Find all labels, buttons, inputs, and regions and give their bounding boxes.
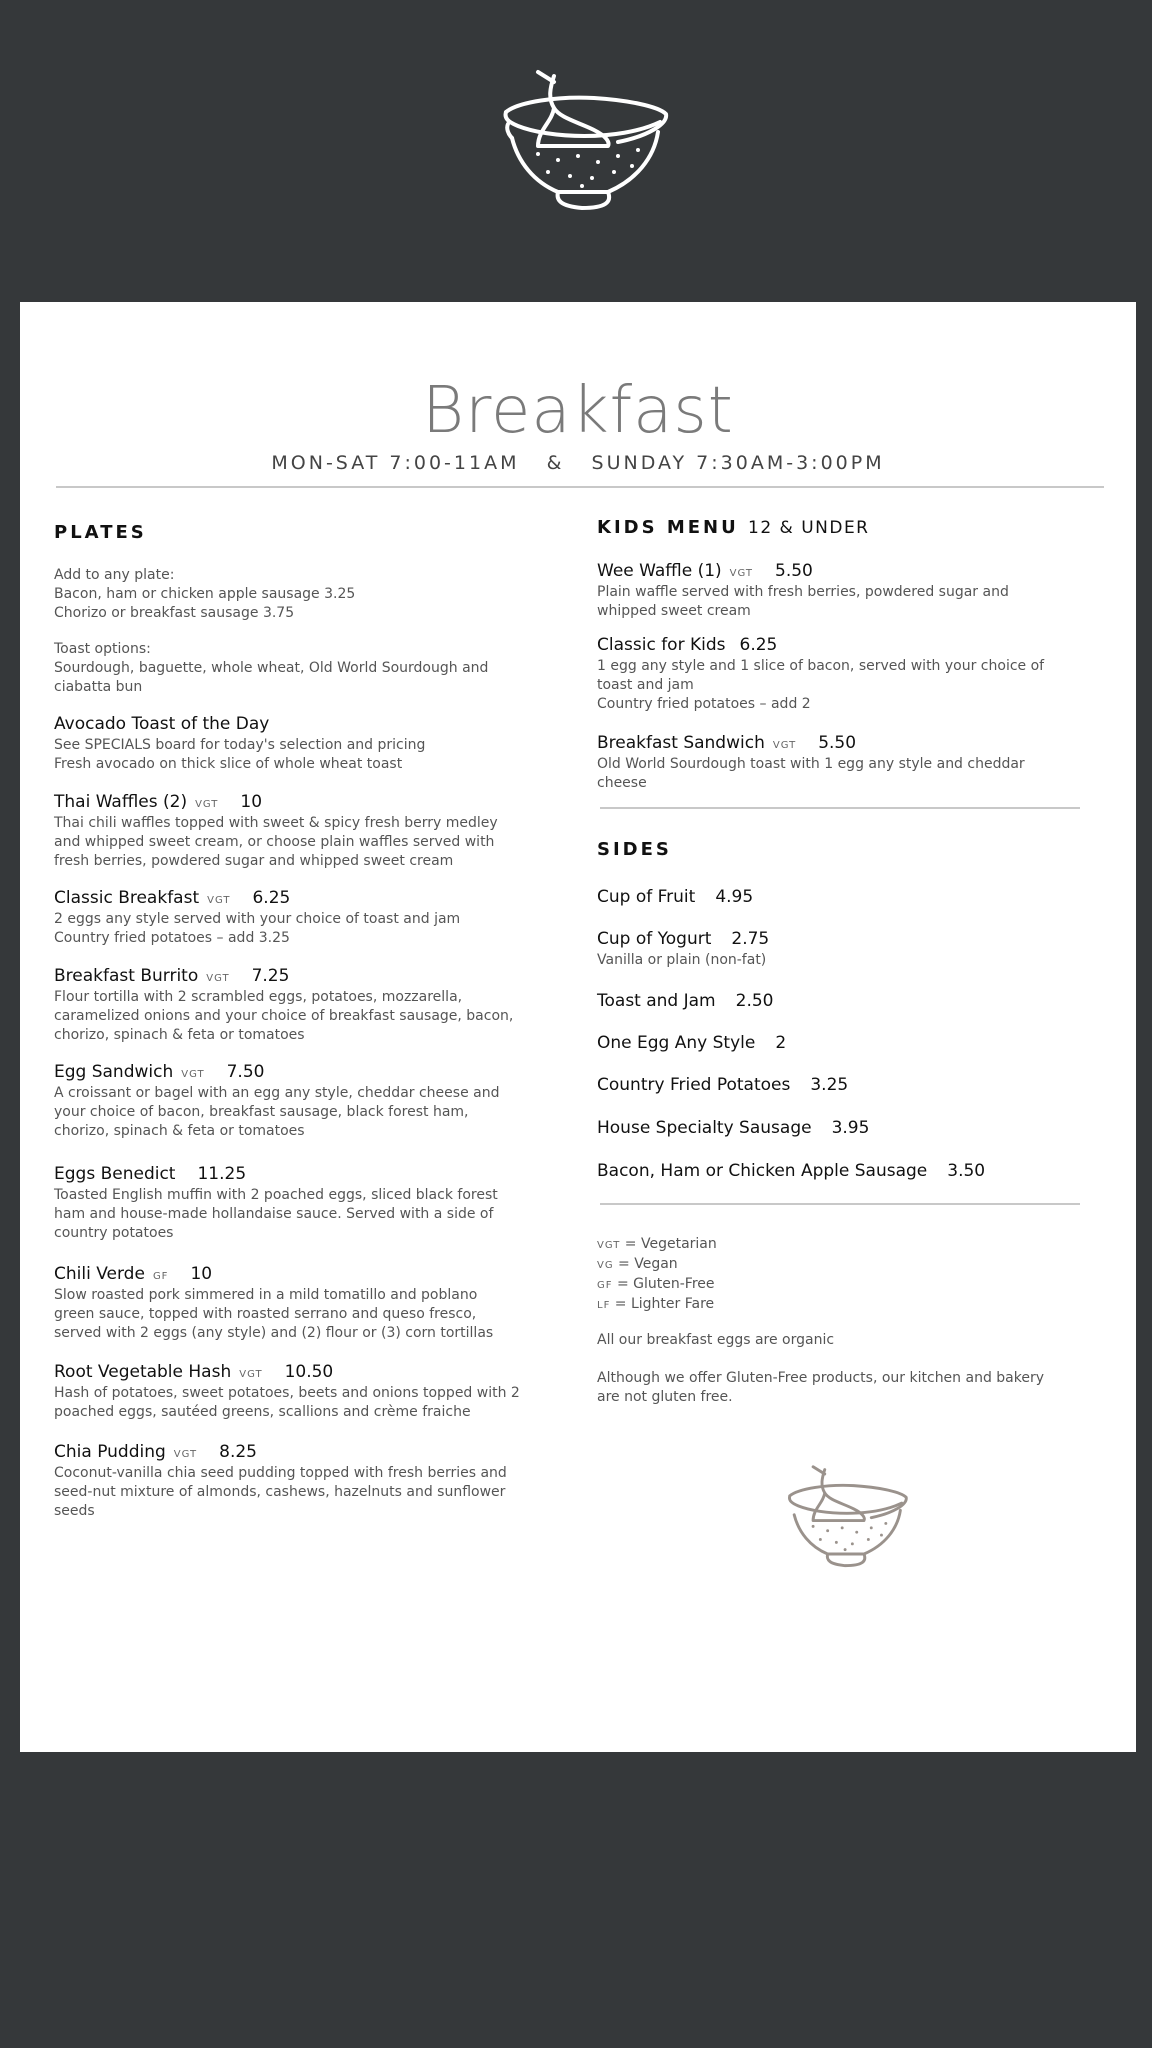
item-desc-line: country potatoes [54, 1225, 174, 1241]
item-price: 6.25 [739, 635, 778, 655]
item-tag: VGT [729, 568, 753, 579]
menu-item-root-vegetable-hash [54, 1362, 520, 1422]
item-name: Breakfast Burrito [54, 966, 199, 986]
item-desc-line: served with 2 eggs (any style) and (2) flour or (3) corn tortillas [54, 1325, 494, 1341]
legend-tag: GF [597, 1280, 613, 1291]
item-desc-line: Flour tortilla with 2 scrambled eggs, potatoes, mozzarella, [54, 989, 463, 1005]
side-name: One Egg Any Style [597, 1033, 756, 1053]
pear-bowl-footer-icon [784, 1458, 912, 1570]
title-divider [56, 486, 1104, 488]
page-title: Breakfast [422, 374, 734, 448]
toast-line: Sourdough, baguette, whole wheat, Old World Sourdough and [54, 660, 489, 676]
side-price: 3.25 [810, 1075, 849, 1095]
addons-line: Chorizo or breakfast sausage 3.75 [54, 605, 295, 621]
kids-item-wee-waffle [597, 561, 1009, 621]
organic-note: All our breakfast eggs are organic [597, 1332, 835, 1348]
item-desc-line: poached eggs, sautéed greens, scallions and crème fraiche [54, 1404, 471, 1420]
side-item [597, 1118, 869, 1138]
item-desc-line: fresh berries, powdered sugar and whipped sweet cream [54, 853, 454, 869]
item-desc-line: cheese [597, 775, 647, 791]
side-item [597, 1075, 848, 1095]
side-item [597, 929, 769, 970]
gluten-note-line: are not gluten free. [597, 1389, 733, 1405]
menu-item-avocado-toast [54, 714, 425, 774]
menu-item-eggs-benedict [54, 1164, 498, 1243]
item-price: 10 [240, 792, 263, 812]
kids-menu-title: KIDS MENU [597, 517, 739, 538]
item-desc-line: Country fried potatoes – add 3.25 [54, 930, 290, 946]
legend-row [597, 1275, 717, 1295]
item-desc-line: Slow roasted pork simmered in a mild tomatillo and poblano [54, 1287, 478, 1303]
kids-menu-age: 12 & UNDER [748, 518, 870, 538]
item-price: 7.25 [251, 966, 290, 986]
menu-item-classic-breakfast [54, 888, 460, 948]
item-desc-line: ham and house-made hollandaise sauce. Served with a side of [54, 1206, 494, 1222]
side-price: 3.50 [947, 1161, 986, 1181]
side-price: 2 [775, 1033, 787, 1053]
toast-line: Toast options: [54, 641, 151, 657]
item-name: Chia Pudding [54, 1442, 166, 1462]
item-desc-line: See SPECIALS board for today's selection and pricing [54, 737, 426, 753]
menu-item-chili-verde [54, 1264, 493, 1343]
item-tag: VGT [772, 740, 797, 751]
item-name: Classic for Kids [597, 635, 726, 655]
side-price: 4.95 [715, 887, 754, 907]
toast-options-block [54, 640, 574, 697]
item-desc-line: Country fried potatoes – add 2 [597, 696, 811, 712]
item-desc-line: A croissant or bagel with an egg any style, cheddar cheese and [54, 1085, 500, 1101]
sides-divider [600, 1203, 1080, 1205]
item-desc-line: 1 egg any style and 1 slice of bacon, served with your choice of [597, 658, 1045, 674]
legend-row [597, 1295, 717, 1315]
side-desc: Vanilla or plain (non-fat) [597, 952, 767, 968]
gluten-note-line: Although we offer Gluten-Free products, our kitchen and bakery [597, 1370, 1045, 1386]
side-name: Cup of Yogurt [597, 929, 712, 949]
side-name: House Specialty Sausage [597, 1118, 812, 1138]
item-tag: VGT [173, 1449, 198, 1460]
item-desc-line: 2 eggs any style served with your choice of toast and jam [54, 911, 461, 927]
item-name: Breakfast Sandwich [597, 733, 765, 753]
item-name: Thai Waffles (2) [54, 792, 188, 812]
plates-heading: PLATES [54, 522, 147, 543]
item-desc-line: Coconut-vanilla chia seed pudding topped with fresh berries and [54, 1465, 507, 1481]
legend-label: = Lighter Fare [614, 1296, 715, 1312]
toast-line: ciabatta bun [54, 679, 143, 695]
addons-line: Bacon, ham or chicken apple sausage 3.25 [54, 586, 356, 602]
pear-bowl-logo-icon [498, 62, 674, 212]
legend-label: = Gluten-Free [616, 1276, 715, 1292]
item-desc-line: whipped sweet cream [597, 603, 751, 619]
legend-row [597, 1235, 717, 1255]
item-desc-line: Hash of potatoes, sweet potatoes, beets and onions topped with 2 [54, 1385, 520, 1401]
item-desc-line: caramelized onions and your choice of breakfast sausage, bacon, [54, 1008, 514, 1024]
kids-item-classic-for-kids [597, 635, 1044, 714]
item-desc-line: and whipped sweet cream, or choose plain waffles served with [54, 834, 495, 850]
menu-item-thai-waffles [54, 792, 498, 871]
menu-item-breakfast-burrito [54, 966, 513, 1045]
side-item [597, 1033, 786, 1053]
item-desc-line: toast and jam [597, 677, 694, 693]
item-desc-line: chorizo, spinach & feta or tomatoes [54, 1027, 305, 1043]
addons-block [54, 566, 355, 623]
item-name: Eggs Benedict [54, 1164, 176, 1184]
item-tag: VGT [239, 1369, 263, 1380]
side-name: Country Fried Potatoes [597, 1075, 791, 1095]
item-desc-line: seeds [54, 1503, 95, 1519]
kids-divider [600, 807, 1080, 809]
item-price: 8.25 [219, 1442, 257, 1462]
legend-label: = Vegetarian [624, 1236, 717, 1252]
item-tag: VGT [181, 1069, 205, 1080]
legend-tag: VG [597, 1260, 614, 1271]
item-desc-line: Old World Sourdough toast with 1 egg any style and cheddar [597, 756, 1025, 772]
item-name: Chili Verde [54, 1264, 145, 1284]
item-desc-line: chorizo, spinach & feta or tomatoes [54, 1123, 305, 1139]
side-price: 2.50 [735, 991, 774, 1011]
side-name: Bacon, Ham or Chicken Apple Sausage [597, 1161, 928, 1181]
legend-tag: LF [597, 1300, 611, 1311]
gluten-note [597, 1369, 1107, 1407]
side-price: 2.75 [731, 929, 770, 949]
kids-menu-heading [597, 517, 1107, 538]
item-price: 7.50 [226, 1062, 265, 1082]
item-desc-line: Plain waffle served with fresh berries, powdered sugar and [597, 584, 1009, 600]
legend-label: = Vegan [618, 1256, 678, 1272]
kids-item-breakfast-sandwich [597, 733, 1025, 793]
menu-item-chia-pudding [54, 1442, 507, 1521]
opening-hours: MON-SAT 7:00-11AM & SUNDAY 7:30AM-3:00PM [271, 452, 885, 474]
item-desc-line: seed-nut mixture of almonds, cashews, hazelnuts and sunflower [54, 1484, 506, 1500]
item-tag: GF [152, 1271, 169, 1282]
right-column [597, 517, 1107, 1405]
item-price: 5.50 [775, 561, 813, 581]
item-desc-line: green sauce, topped with roasted serrano and queso fresco, [54, 1306, 477, 1322]
item-desc-line: your choice of bacon, breakfast sausage, black forest ham, [54, 1104, 469, 1120]
item-desc-line: Thai chili waffles topped with sweet & spicy fresh berry medley [54, 815, 498, 831]
item-price: 6.25 [252, 888, 291, 908]
item-price: 10.50 [284, 1362, 334, 1382]
item-name: Root Vegetable Hash [54, 1362, 232, 1382]
item-desc-line: Toasted English muffin with 2 poached eggs, sliced black forest [54, 1187, 498, 1203]
item-name: Avocado Toast of the Day [54, 714, 270, 734]
item-tag: VGT [206, 973, 230, 984]
side-item [597, 1161, 985, 1181]
item-name: Egg Sandwich [54, 1062, 174, 1082]
legend [597, 1235, 717, 1315]
item-name: Wee Waffle (1) [597, 561, 722, 581]
side-price: 3.95 [831, 1118, 870, 1138]
item-tag: VGT [195, 799, 219, 810]
menu-item-egg-sandwich [54, 1062, 499, 1141]
item-name: Classic Breakfast [54, 888, 200, 908]
item-tag: VGT [207, 895, 231, 906]
plates-column [54, 522, 574, 1519]
legend-row [597, 1255, 717, 1275]
side-item [597, 991, 773, 1011]
item-price: 10 [190, 1264, 213, 1284]
menu-card [20, 302, 1136, 1752]
legend-tag: VGT [597, 1240, 621, 1251]
side-name: Toast and Jam [597, 991, 716, 1011]
addons-line: Add to any plate: [54, 567, 175, 583]
item-price: 11.25 [197, 1164, 247, 1184]
side-item [597, 887, 753, 907]
side-name: Cup of Fruit [597, 887, 696, 907]
item-price: 5.50 [818, 733, 857, 753]
item-desc-line: Fresh avocado on thick slice of whole wheat toast [54, 756, 403, 772]
sides-heading: SIDES [597, 839, 672, 860]
